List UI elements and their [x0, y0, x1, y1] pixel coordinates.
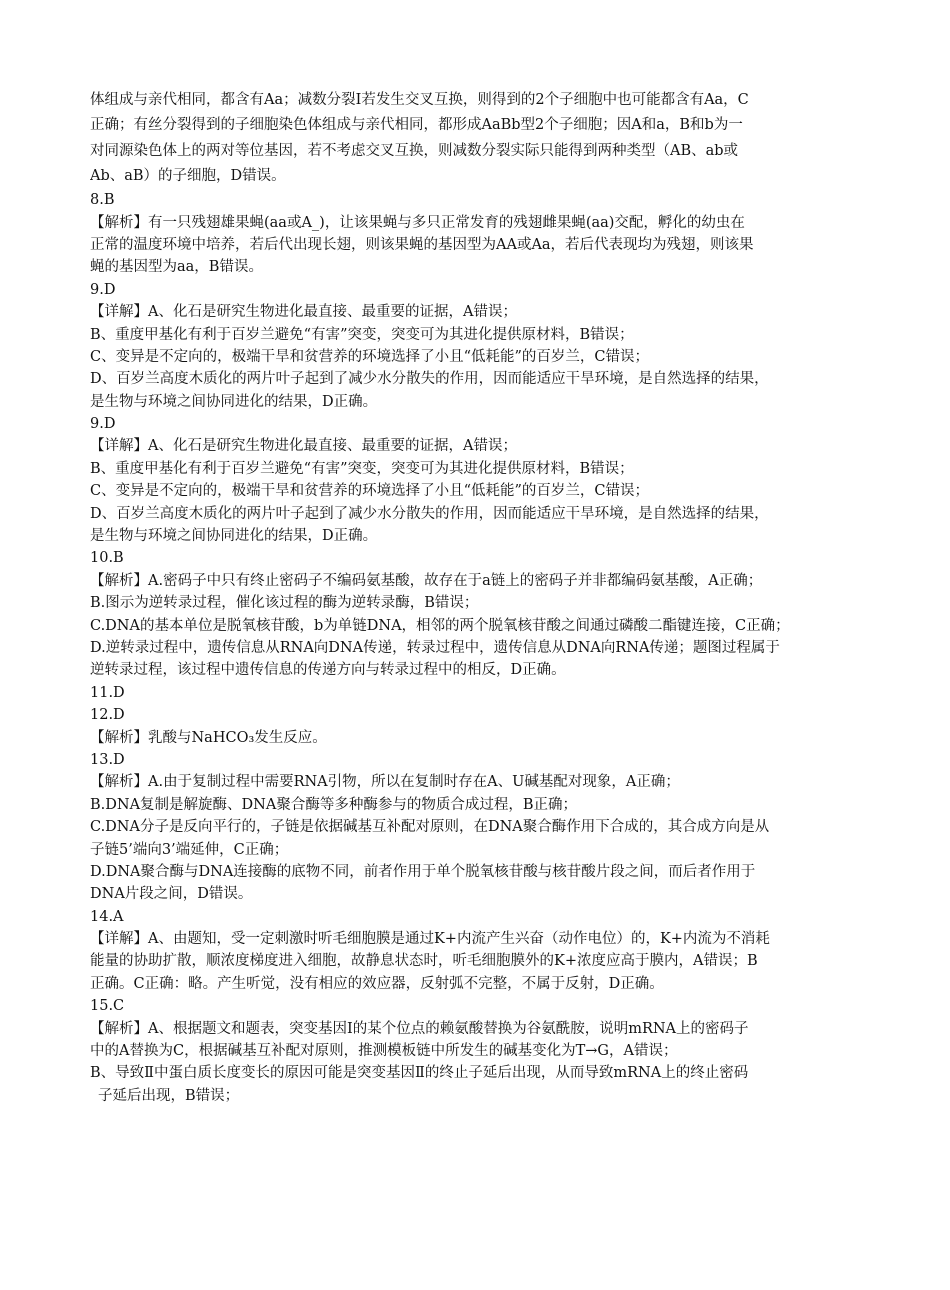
text-line: B、导致Ⅱ中蛋白质长度变长的原因可能是突变基因Ⅱ的终止子延后出现，从而导致mRNA上的终止密码 [90, 1065, 749, 1082]
answer-number: 13.D [90, 751, 125, 768]
answer-number: 11.D [90, 684, 125, 701]
text-line: B.图示为逆转录过程，催化该过程的酶为逆转录酶，B错误； [90, 595, 479, 612]
answer-number: 8.B [90, 192, 115, 209]
text-line: B、重度甲基化有利于百岁兰避免“有害”突变，突变可为其进化提供原材料，B错误； [90, 460, 634, 477]
text-line: 子延后出现，B错误； [98, 1087, 240, 1104]
text-line: 中的A替换为C，根据碱基互补配对原则，推测模板链中所发生的碱基变化为T→G，A错误； [90, 1043, 678, 1060]
text-line: 【详解】A、化石是研究生物进化最直接、最重要的证据，A错误； [90, 304, 517, 321]
text-line: 能量的协助扩散，顺浓度梯度进入细胞，故静息状态时，听毛细胞膜外的K+浓度应高于膜内，A错误；B [90, 953, 758, 970]
text-line: 是生物与环境之间协同进化的结果，D正确。 [90, 393, 378, 410]
text-line: 逆转录过程，该过程中遗传信息的传递方向与转录过程中的相反，D正确。 [90, 662, 566, 679]
text-line: C.DNA分子是反向平行的，子链是依据碱基互补配对原则，在DNA聚合酶作用下合成的，其合成方向是从 [90, 819, 770, 836]
text-line: 【解析】A.密码子中只有终止密码子不编码氨基酸，故存在于a链上的密码子并非都编码氨基酸，A正确； [90, 572, 763, 589]
text-line: 子链5’端向3’端延伸，C正确； [90, 841, 289, 858]
text-line: 【解析】乳酸与NaHCO₃发生反应。 [90, 729, 327, 746]
text-line: C、变异是不定向的，极端干旱和贫营养的环境选择了小且“低耗能”的百岁兰，C错误； [90, 483, 650, 500]
text-line: 正确。C正确：略。产生听觉，没有相应的效应器，反射弧不完整，不属于反射，D正确。 [90, 975, 664, 992]
text-line: 【解析】有一只残翅雄果蝇(aa或A_)，让该果蝇与多只正常发育的残翅雌果蝇(aa)交配，孵化的幼虫在 [90, 214, 745, 231]
document-page [90, 88, 870, 1107]
text-line: 对同源染色体上的两对等位基因，若不考虑交叉互换，则减数分裂实际只能得到两种类型（AB、ab或 [90, 142, 739, 159]
text-line: DNA片段之间，D错误。 [90, 886, 253, 903]
text-line: D.DNA聚合酶与DNA连接酶的底物不同，前者作用于单个脱氧核苷酸与核苷酸片段之间，而后者作用于 [90, 863, 756, 880]
text-line: 【解析】A.由于复制过程中需要RNA引物，所以在复制时存在A、U碱基配对现象，A正确； [90, 774, 680, 791]
answer-number: 9.D [90, 281, 116, 298]
text-line: C.DNA的基本单位是脱氧核苷酸，b为单链DNA，相邻的两个脱氧核苷酸之间通过磷酸二酯键连接，C正确； [90, 617, 790, 634]
answer-number: 9.D [90, 416, 116, 433]
text-line: 体组成与亲代相同，都含有Aa；减数分裂Ⅰ若发生交叉互换，则得到的2个子细胞中也可能都含有Aa，C [90, 92, 749, 108]
text-line: Ab、aB）的子细胞，D错误。 [90, 167, 286, 184]
text-line: D、百岁兰高度木质化的两片叶子起到了减少水分散失的作用，因而能适应干旱环境，是自然选择的结果， [90, 371, 769, 388]
text-line: 是生物与环境之间协同进化的结果，D正确。 [90, 528, 378, 545]
answer-number: 10.B [90, 550, 124, 567]
text-line: 正确；有丝分裂得到的子细胞染色体组成与亲代相同，都形成AaBb型2个子细胞；因A和a，B和b为一 [90, 117, 743, 134]
text-line: B.DNA复制是解旋酶、DNA聚合酶等多种酶参与的物质合成过程，B正确； [90, 796, 577, 813]
text-line: D、百岁兰高度木质化的两片叶子起到了减少水分散失的作用，因而能适应干旱环境，是自然选择的结果， [90, 505, 769, 522]
text-line: 蝇的基因型为aa，B错误。 [90, 259, 263, 276]
text-line: 【解析】A、根据题文和题表，突变基因Ⅰ的某个位点的赖氨酸替换为谷氨酰胺，说明mRNA上的密码子 [90, 1020, 749, 1037]
text-line: B、重度甲基化有利于百岁兰避免“有害”突变，突变可为其进化提供原材料，B错误； [90, 326, 634, 343]
text-line: 【详解】A、化石是研究生物进化最直接、最重要的证据，A错误； [90, 438, 517, 455]
answer-number: 14.A [90, 908, 124, 925]
text-line: 正常的温度环境中培养，若后代出现长翅，则该果蝇的基因型为AA或Aa，若后代表现均为残翅，则该果 [90, 236, 754, 253]
text-line: C、变异是不定向的，极端干旱和贫营养的环境选择了小且“低耗能”的百岁兰，C错误； [90, 348, 650, 365]
answer-number: 12.D [90, 707, 125, 724]
text-line: 【详解】A、由题知，受一定刺激时听毛细胞膜是通过K+内流产生兴奋（动作电位）的，K+内流为不消耗 [90, 931, 770, 948]
answer-number: 15.C [90, 998, 125, 1015]
text-line: D.逆转录过程中，遗传信息从RNA向DNA传递，转录过程中，遗传信息从DNA向RNA传递；题图过程属于 [90, 640, 780, 656]
